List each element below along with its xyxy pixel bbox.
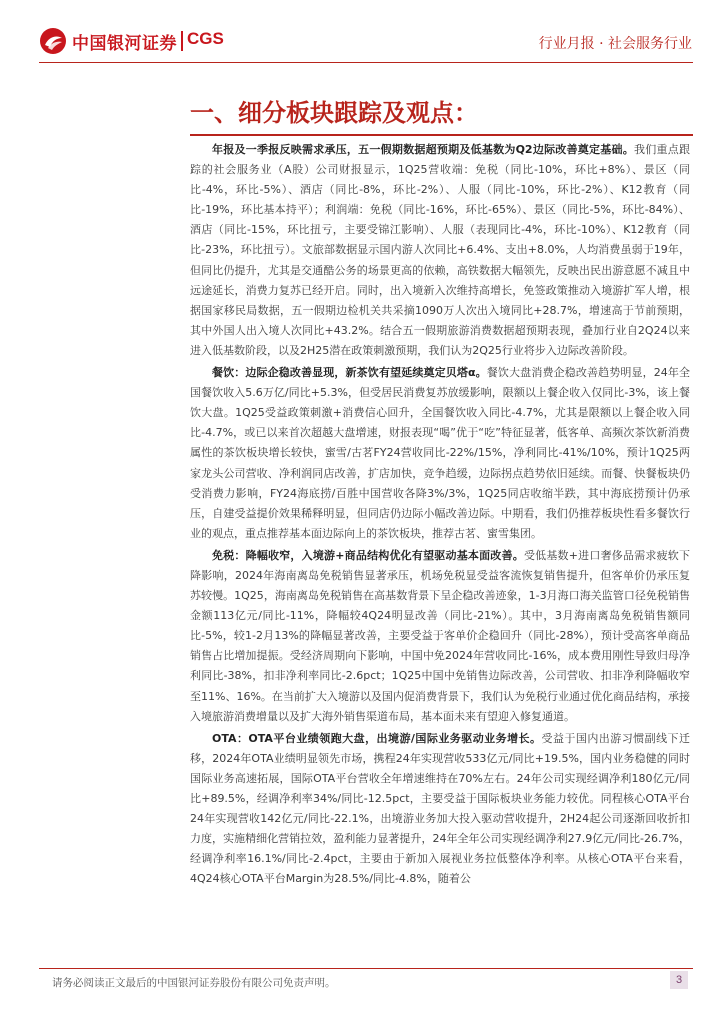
main-content xyxy=(190,140,690,891)
paragraph-body: 我们重点跟踪的社会服务业（A股）公司财报显示，1Q25营收端：免税（同比-10%，环比+8%）、景区（同比-4%，环比-5%）、酒店（同比-8%，环比-2%）、人服（同比-10%，环比-2%）、K12教育（同比-19%，环比基本持平）；利润端：免税（同比-16%，环比-65%）、景区（同比-5%，环比-84%）、酒店（同比-15%，环比扭亏，主要受锦江影响）、人服（表现同比-4%，环比-10%）、K12教育（同比-23%，环比扭亏）。文旅部数据显示国内游人次同比+6.4%、支出+8.0%，人均消费虽弱于19年，但同比仍提升，尤其是交通酷公务的场景更高的依赖，高铁数据大幅领先，反映出民出游意愿不减且中远途延长，消费力复苏已经开启。同时，出入境新入次维持高增长，免签政策推动入境游扩军人增，根据国家移民局数据，五一假期边检机关共采摘1090万人次出入境同比+28.7%，增速高于节前预期，其中外国人出入境人次同比+43.2%。结合五一假期旅游消费数据超预期表现，叠加行业自2Q24以来进入低基数阶段，以及2H25潜在政策刺激预期，我们认为2Q25行业将步入边际改善阶段。 xyxy=(190,143,690,357)
logo-english-name: CGS xyxy=(187,29,224,48)
paragraph-lead: 餐饮：边际企稳改善显现，新茶饮有望延续奠定贝塔α。 xyxy=(212,366,487,380)
logo-divider xyxy=(181,31,183,51)
footer-disclaimer: 请务必阅读正文最后的中国银河证券股份有限公司免责声明。 xyxy=(52,977,336,989)
paragraph-overview xyxy=(190,140,690,361)
paragraph-lead: 免税：降幅收窄，入境游+商品结构优化有望驱动基本面改善。 xyxy=(212,548,524,562)
paragraph-lead: 年报及一季报反映需求承压，五一假期数据超预期及低基数为Q2边际改善奠定基础。 xyxy=(212,143,635,156)
logo-chinese-name: 中国银河证券 xyxy=(72,34,177,54)
section-underline xyxy=(190,134,693,136)
paragraph-body: 受低基数+进口奢侈品需求疲软下降影响，2024年海南离岛免税销售显著承压，机场免税显受益客流恢复销售提升，但客单价仍承压复苏较慢。1Q25，海南离岛免税销售在高基数背景下呈企稳改善迹象，1-3月海口海关监管口径免税销售金额113亿元/同比-11%，降幅较4Q24明显改善（同比-21%）。其中，3月海南离岛免税销售额同比-5%，较1-2月13%的降幅显著改善，主要受益于客单价企稳回升（同比-28%），预计受高客单商品销售占比增加提振。受经济周期向下影响，中国中免2024年营收同比-16%，成本费用刚性导致归母净利同比-38%，扣非净利率同比-2.6pct；1Q25中国中免销售边际改善，公司营收、扣非净利降幅收窄至11%、16%。在当前扩大入境游以及国内促消费背景下，我们认为免税行业通过优化商品结构，承接入境旅游消费增量以及扩大海外销售渠道布局，基本面未来有望迎入修复通道。 xyxy=(190,548,691,723)
footer-divider xyxy=(39,968,693,969)
header-divider xyxy=(39,62,693,63)
paragraph-lead: OTA：OTA平台业绩领跑大盘，出境游/国际业务驱动业务增长。 xyxy=(212,731,542,745)
section-title: 一、细分板块跟踪及观点： xyxy=(190,98,478,127)
paragraph-body: 餐饮大盘消费企稳改善趋势明显，24年全国餐饮收入5.6万亿/同比+5.3%，但受居民消费复苏放缓影响，限额以上餐企收入仅同比-3%，该上餐饮大盘。1Q25受益政策刺激+消费信心回升，全国餐饮收入同比-4.7%，尤其是限额以上餐企收入同比-4.7%，或已以来首次超越大盘增速，财报表现“喝”优于“吃”特征显著，低客单、高频次茶饮新消费属性的茶饮板块增长较快，蜜雪/古茗FY24营收同比-22%/15%，净利同比-41%/10%，预计1Q25两家龙头公司营收、净利润同店改善，扩店加快，竞争趋缓，边际拐点趋势依旧延续。而餐、快餐板块仍受消费力影响，FY24海底捞/百胜中国营收各降3%/3%，1Q25同店收缩半跌，其中海底捞预计仍承压，自建受益提价效果稀释明显，但同店仍边际小幅改善边际。中期看，我们仍推荐板块性看多餐饮行业的观点，重点推荐基本面边际向上的茶饮板块，推荐古茗、蜜雪集团。 xyxy=(190,366,690,540)
cgs-logo-icon xyxy=(39,27,67,55)
paragraph-duty-free xyxy=(190,546,690,727)
paragraph-ota xyxy=(190,729,690,890)
page-number: 3 xyxy=(670,971,688,989)
report-type-label: 行业月报 · 社会服务行业 xyxy=(538,36,692,52)
paragraph-body: 受益于国内出游习惯副线下迁移，2024年OTA业绩明显领先市场，携程24年实现营收533亿元/同比+19.5%，国内业务稳健的同时国际业务高速拓展，国际OTA平台营收全年增速维持在70%左右。24年公司实现经调净利180亿元/同比+89.5%，经调净利率34%/同比-12.5pct，主要受益于国际板块业务能力较优。同程核心OTA平台24年实现营收142亿元/同比-22.1%，出境游业务加大投入驱动营收提升，2H24起公司逐渐回收折扣力度，实施精细化营销拉效，盈利能力显著提升，24年全年公司实现经调净利27.9亿元/同比-26.7%，经调净利率16.1%/同比-2.4pct，主要由于新加入展视业务拉低整体净利率。从核心OTA平台来看，4Q24核心OTA平台Margin为28.5%/同比-4.8%，随着公 xyxy=(190,731,691,886)
paragraph-catering xyxy=(190,363,690,544)
page-header xyxy=(0,0,724,72)
